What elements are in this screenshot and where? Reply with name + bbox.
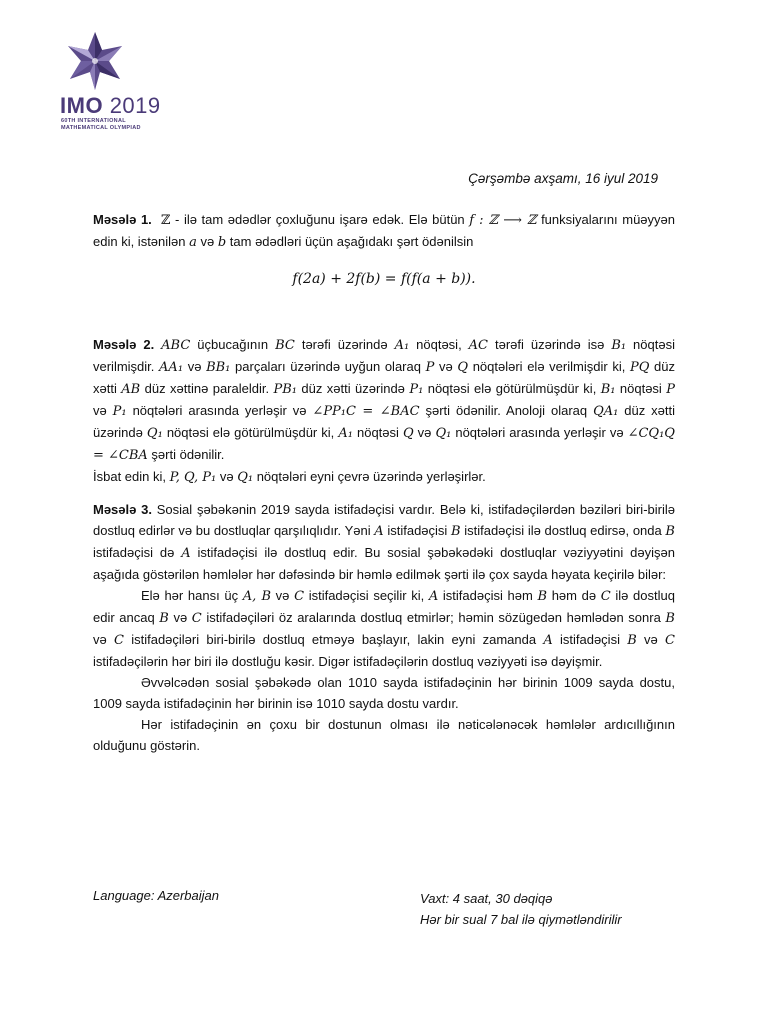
text-run: düz xətti üzərində: [93, 403, 676, 440]
text-run: istifadəçisi: [383, 523, 451, 538]
footer-language: Language: Azerbaijan: [93, 888, 220, 903]
exam-date: Çərşəmbə axşamı, 16 iyul 2019: [468, 171, 658, 186]
math-token: C: [294, 589, 305, 604]
text-run: və: [413, 425, 436, 440]
math-token: AC: [468, 338, 489, 353]
problem-2-prove: İsbat edin ki, P, Q, P₁ və Q₁ nöqtələri eyni çevrə üzərində yerləşirlər.: [93, 469, 486, 485]
math-token: Q₁: [146, 426, 163, 441]
math-token: P₁: [409, 382, 424, 397]
text-run: Elə hər hansı üç: [141, 588, 243, 603]
text-run: və: [434, 359, 458, 374]
footer-time-points: [420, 888, 622, 930]
math-token: A: [374, 524, 384, 539]
math-token: AA₁: [159, 360, 184, 375]
text-run: istifadəçisi ilə dostluq edirsə, onda: [460, 523, 666, 538]
text-run: və: [168, 610, 192, 625]
text-run: düz xəttinə paraleldir.: [140, 381, 274, 396]
math-token: A: [543, 633, 553, 648]
text-run: və: [183, 359, 207, 374]
text-run: üçbucağının: [190, 337, 276, 352]
text-run: nöqtələri arasında yerləşir və: [451, 425, 628, 440]
text-run: ilə dostluq edir ancaq: [93, 588, 675, 625]
text-run: tərəfi üzərində isə: [488, 337, 612, 352]
imo-logo: [56, 30, 161, 131]
logo-title: IMO 2019: [60, 93, 161, 118]
text-run: nöqtəsi,: [409, 337, 469, 352]
text-run: parçaları üzərində uyğun olaraq: [230, 359, 426, 374]
math-token: ∠CQ₁Q = ∠CBA: [93, 426, 675, 463]
math-token: B: [627, 633, 637, 648]
math-token: Q: [457, 360, 469, 375]
text-run: nöqtələri elə verilmişdir ki,: [468, 359, 630, 374]
problem-3-initial: Əvvəlcədən sosial şəbəkədə olan 1010 sayda istifadəçinin hər birinin 1009 sayda dostu, 1009 sayda istifadəçinin hər birinin isə 1010 sayda dostu vardır.: [93, 675, 675, 711]
text-run: nöqtəsi verilmişdir.: [93, 337, 675, 374]
math-token: B: [537, 589, 548, 604]
footer-time: Vaxt: 4 saat, 30 dəqiqə: [420, 891, 553, 906]
text-run: düz xətti: [93, 359, 675, 396]
footer-points: Hər bir sual 7 bal ilə qiymətləndirilir: [420, 912, 622, 927]
text-run: nöqtəsi elə götürülmüşdür ki,: [423, 381, 601, 396]
text-run: istifadəçiləri öz aralarında dostluq etmirlər; həmin sözügedən həmlədən sonra: [201, 610, 666, 625]
math-token: A: [181, 546, 191, 561]
math-token: QA₁: [593, 404, 619, 419]
math-token: B₁: [600, 382, 616, 397]
math-token: B: [665, 524, 675, 539]
problem-2: [93, 334, 675, 488]
problem-1-formula: f(2a) + 2f(b) = f(f(a + b)).: [292, 271, 476, 287]
math-token: B: [665, 611, 675, 626]
problem-2-statement: [93, 334, 675, 466]
text-run: istifadəçisi də: [93, 545, 182, 560]
text-run: istifadəçisi seçilir ki,: [304, 588, 429, 603]
text-run: və: [271, 588, 295, 603]
problem-3-question: Hər istifadəçinin ən çoxu bir dostunun olması ilə nəticələnəcək həmlələr ardıcıllığının olduğunu göstərin.: [93, 717, 675, 753]
math-token: BB₁: [206, 360, 231, 375]
math-token: Q: [402, 426, 414, 441]
math-token: ABC: [161, 338, 191, 353]
text-run: Sosial şəbəkənin 2019 sayda istifadəçisi vardır. Belə ki, istifadəçilərdən bəziləri biri-birilə dostluq edirlər və bu dostluqlar qarşılıqlıdır. Yəni: [93, 502, 675, 538]
text-run: nöqtəsi: [615, 381, 667, 396]
math-token: B: [450, 524, 461, 539]
text-run: istifadəçisi ilə dostluq edir. Bu sosial şəbəkədəki dostluqlar vəziyyətini dəyişən aşağıda göstərilən həmlələr hər dəfəsində bir həmlə edilmək şərti ilə çox sayda həyata keçirilə bilər:: [93, 545, 675, 582]
problem-3-label: Məsələ 3.: [93, 502, 152, 517]
math-token: PQ: [629, 360, 650, 375]
math-token: PB₁: [273, 382, 298, 397]
math-token: A₁: [338, 426, 353, 441]
math-token: P: [425, 360, 435, 375]
problem-3-intro: [93, 499, 675, 585]
problem-3: [93, 499, 675, 756]
text-run: istifadəçiləri biri-birilə dostluq etməyə başlayır, lakin eyni zamanda: [123, 632, 544, 647]
text-run: düz xətti üzərində: [297, 381, 410, 396]
text-run: həm də: [547, 588, 601, 603]
math-token: P: [666, 382, 675, 397]
text-run: şərti ödənilir. Anoloji olaraq: [419, 403, 594, 418]
text-run: və: [636, 632, 666, 647]
math-token: A: [428, 589, 439, 604]
math-token: C: [114, 633, 124, 648]
text-run: və: [93, 632, 114, 647]
text-run: istifadəçisi: [552, 632, 628, 647]
text-run: istifadəçilərin hər biri ilə dostluğu kəsir. Digər istifadəçilərin dostluq vəziyyəti isə dəyişmir.: [93, 654, 603, 669]
math-token: A₁: [394, 338, 410, 353]
math-token: AB: [121, 382, 141, 397]
text-run: nöqtəsi: [352, 425, 403, 440]
math-token: Q₁: [435, 426, 452, 441]
math-token: A, B: [242, 589, 272, 604]
math-token: B: [159, 611, 169, 626]
text-run: nöqtələri arasında yerləşir və: [126, 403, 313, 418]
text-run: nöqtəsi elə götürülmüşdür ki,: [162, 425, 339, 440]
math-token: ∠PP₁C = ∠BAC: [312, 404, 420, 419]
problem-1: Məsələ 1. ℤ - ilə tam ədədlər çoxluğunu işarə edək. Elə bütün f : ℤ ⟶ ℤ funksiyalarını müəyyən edin ki, istənilən a və b tam ədədləri üçün aşağıdakı şərt ödənilsin: [93, 212, 675, 250]
problem-2-label: Məsələ 2.: [93, 337, 155, 352]
star-polyhedron-icon: [62, 30, 128, 92]
math-token: C: [600, 589, 611, 604]
text-run: şərti ödənilir.: [147, 447, 225, 462]
math-token: C: [665, 633, 675, 648]
text-run: tərəfi üzərində: [294, 337, 395, 352]
logo-subtitle: 60TH INTERNATIONAL MATHEMATICAL OLYMPIAD: [61, 118, 141, 131]
math-token: P₁: [112, 404, 127, 419]
text-run: istifadəçisi həm: [438, 588, 538, 603]
problem-3-move: [93, 585, 675, 672]
problem-1-label: Məsələ 1.: [93, 212, 152, 227]
math-token: B₁: [611, 338, 627, 353]
text-run: və: [93, 403, 113, 418]
math-token: C: [191, 611, 202, 626]
math-token: BC: [275, 338, 295, 353]
